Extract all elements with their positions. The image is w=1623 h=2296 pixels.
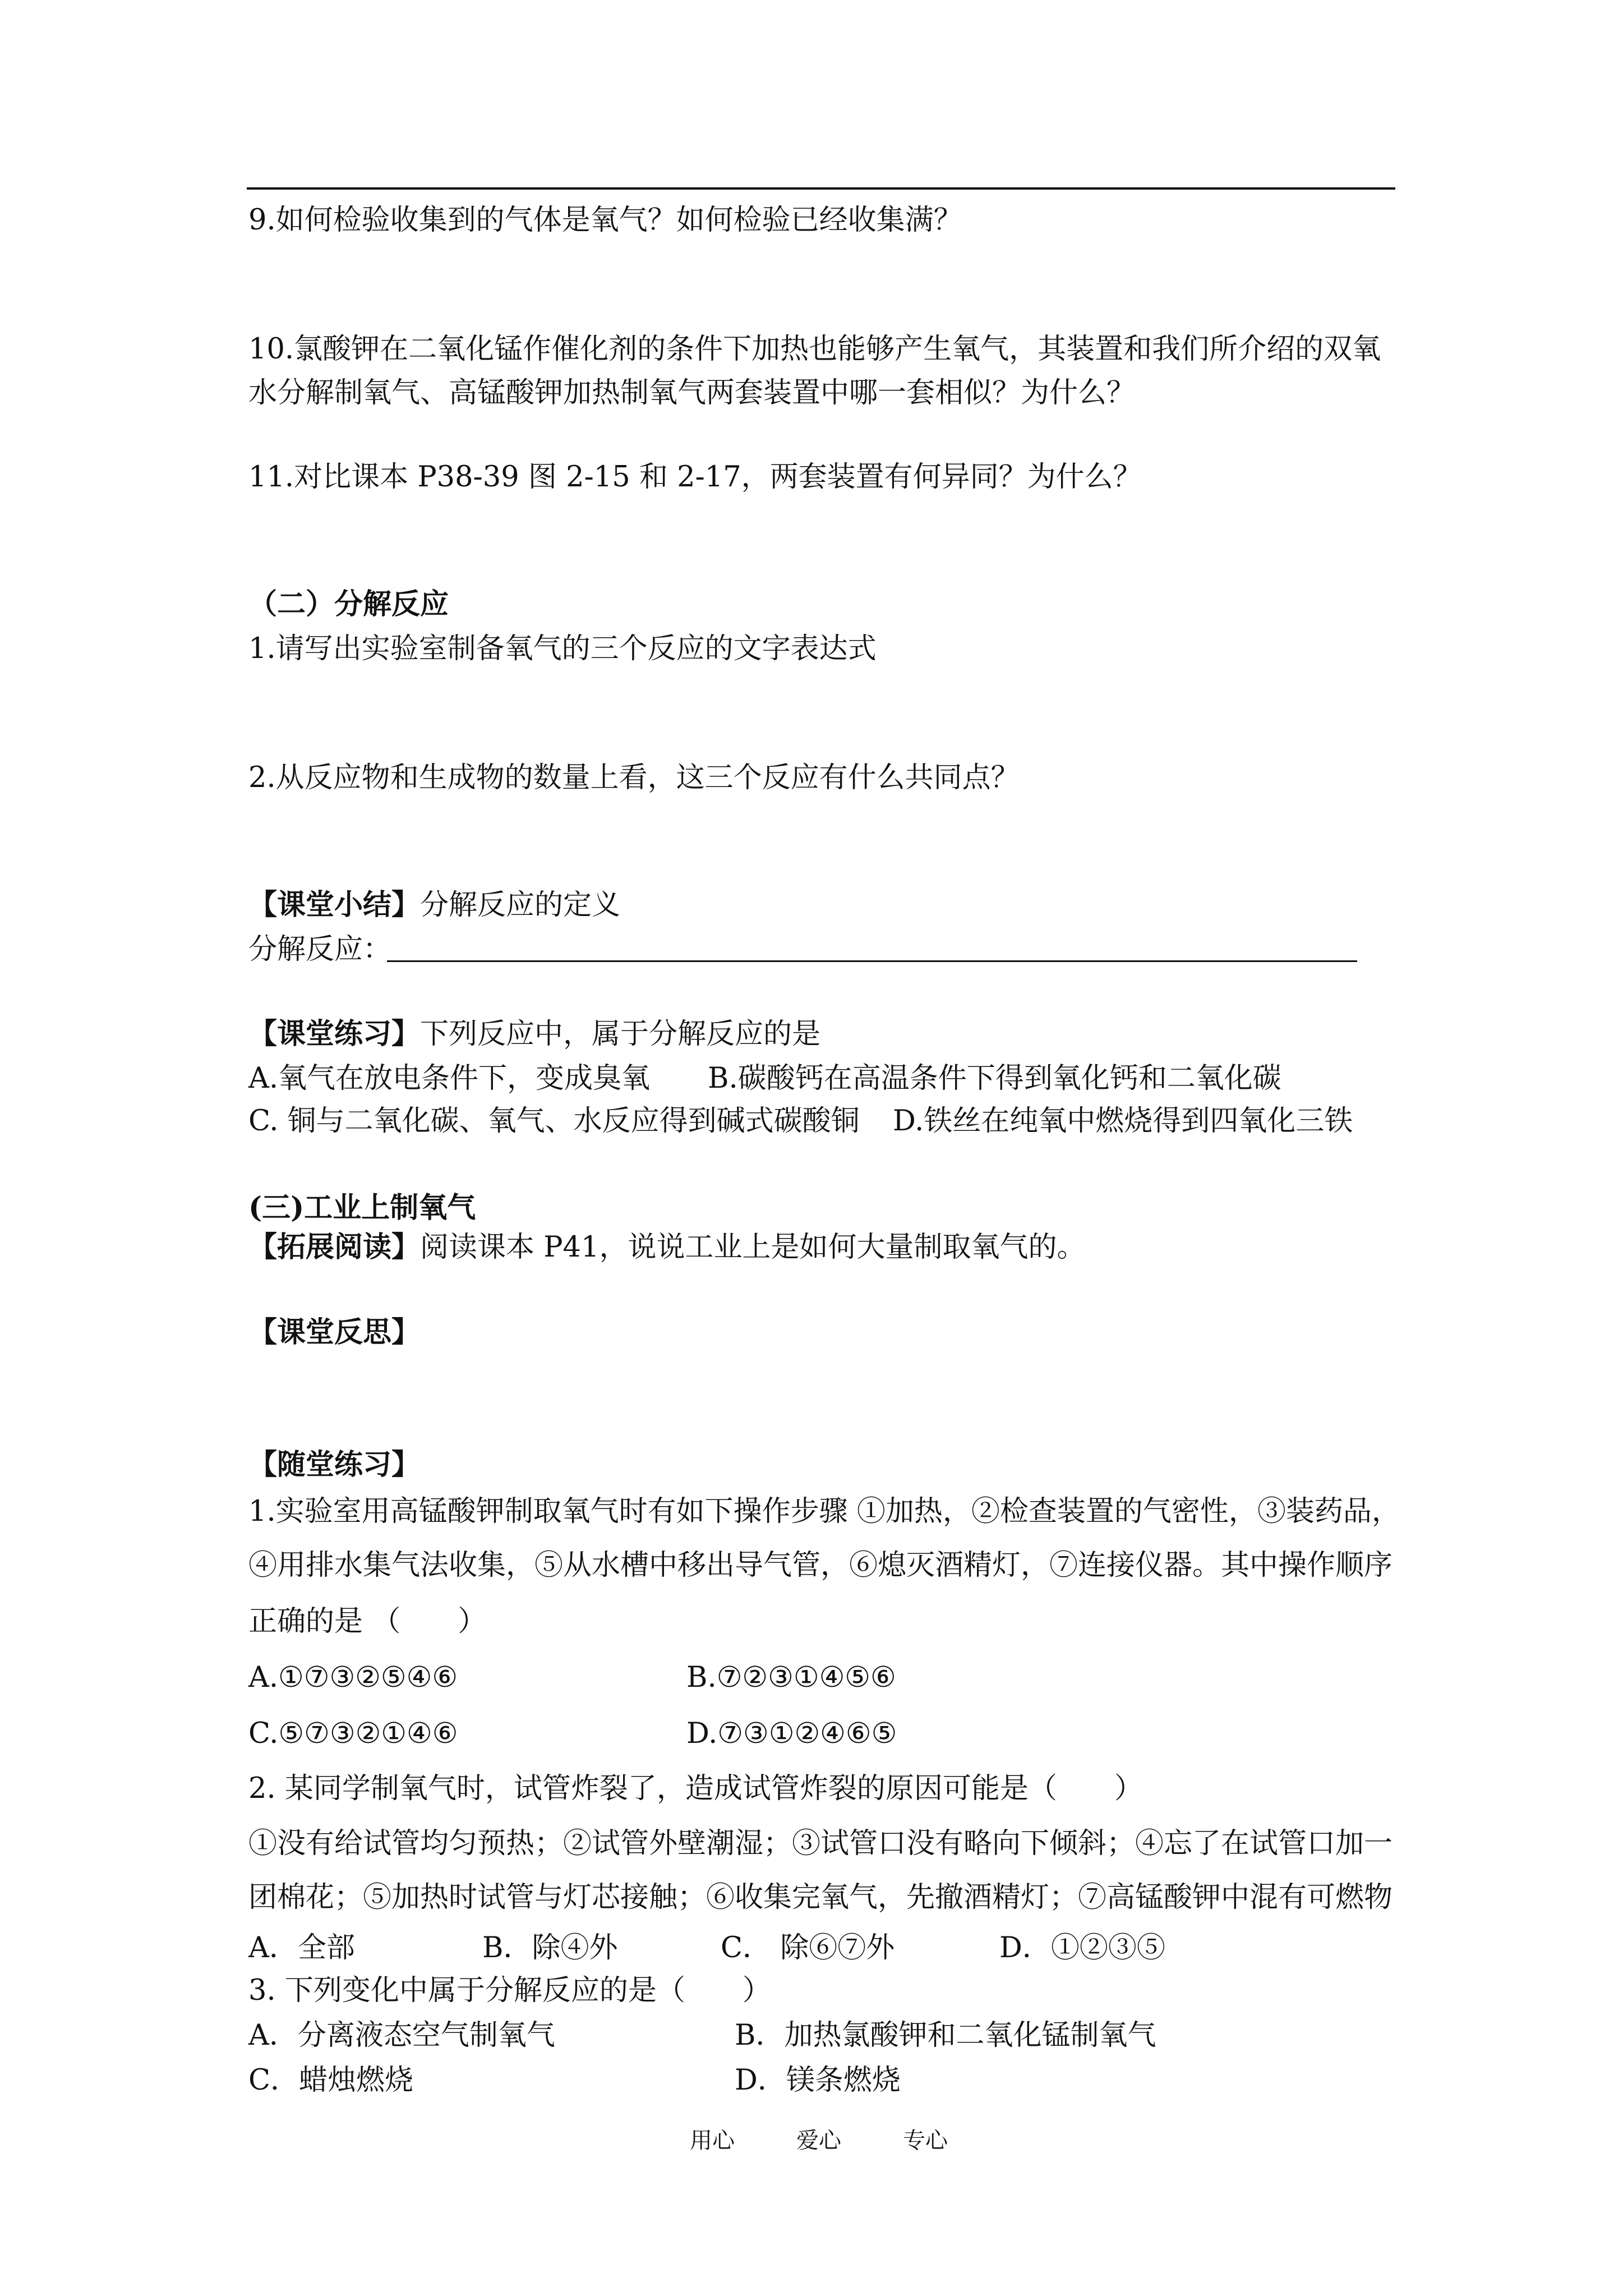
section-2-title: （二）分解反应 [248,587,449,621]
definition-blank-line [387,960,1357,962]
footer-word: 爱心 [796,2128,841,2154]
exercise-1-option-d: D.⑦③①②④⑥⑤ [686,1717,897,1750]
summary-text: 分解反应的定义 [420,889,621,922]
exercise-1-line-2: ④用排水集气法收集，⑤从水槽中移出导气管，⑥熄灭酒精灯，⑦连接仪器。其中操作顺序 [248,1549,1393,1582]
reading-line [248,1228,1085,1266]
summary-line [248,886,620,924]
exercise-1-line-1: 1.实验室用高锰酸钾制取氧气时有如下操作步骤 ①加热，②检查装置的气密性，③装药品， [248,1495,1400,1528]
reading-tag: 【拓展阅读】 [248,1230,421,1264]
footer-word: 用心 [690,2128,735,2154]
exercise-2-line-2: ①没有给试管均匀预热；②试管外壁潮湿；③试管口没有略向下倾斜；④忘了在试管口加一 [248,1827,1393,1860]
practice-line [248,1015,820,1053]
practice-option-a: A.氧气在放电条件下，变成臭氧 [248,1062,651,1095]
summary-tag: 【课堂小结】 [248,888,421,922]
exercise-2-option-d: D．①②③⑤ [999,1931,1165,1964]
exercise-1-option-a: A.①⑦③②⑤④⑥ [248,1661,458,1694]
reflection-tag: 【课堂反思】 [248,1315,421,1349]
exercise-tag: 【随堂练习】 [248,1448,421,1481]
practice-option-c: C. 铜与二氧化碳、氧气、水反应得到碱式碳酸铜 [248,1105,860,1138]
exercise-1-option-b: B.⑦②③①④⑤⑥ [686,1661,896,1694]
exercise-2-line-1: 2. 某同学制氧气时，试管炸裂了，造成试管炸裂的原因可能是（ ） [248,1772,1143,1805]
exercise-2-line-3: 团棉花；⑤加热时试管与灯芯接触；⑥收集完氧气，先撤酒精灯；⑦高锰酸钾中混有可燃物 [248,1881,1393,1914]
section-2-question-2: 2.从反应物和生成物的数量上看，这三个反应有什么共同点？ [248,761,1020,794]
section-3-title: (三)工业上制氧气 [248,1191,476,1225]
exercise-2-option-a: A．全部 [248,1931,355,1964]
exercise-3-option-b: B．加热氯酸钾和二氧化锰制氧气 [735,2019,1156,2052]
practice-text: 下列反应中，属于分解反应的是 [420,1018,821,1051]
section-2-question-1: 1.请写出实验室制备氧气的三个反应的文字表达式 [248,632,877,665]
exercise-2-option-c: C． 除⑥⑦外 [721,1931,895,1964]
question-9: 9.如何检验收集到的气体是氧气？如何检验已经收集满？ [248,204,962,237]
exercise-3-option-d: D．镁条燃烧 [735,2064,901,2097]
practice-tag: 【课堂练习】 [248,1017,421,1051]
header-rule [247,187,1395,190]
exercise-3-option-c: C．蜡烛燃烧 [248,2064,414,2097]
exercise-1-option-c: C.⑤⑦③②①④⑥ [248,1717,458,1750]
summary-definition-label: 分解反应： [248,933,392,966]
practice-option-b: B.碳酸钙在高温条件下得到氧化钙和二氧化碳 [708,1062,1281,1095]
reading-text: 阅读课本 P41，说说工业上是如何大量制取氧气的。 [420,1231,1086,1264]
page-footer [690,2125,948,2156]
question-11: 11.对比课本 P38-39 图 2-15 和 2-17，两套装置有何异同？为什么？ [248,461,1142,494]
exercise-3-line-1: 3. 下列变化中属于分解反应的是（ ） [248,1974,771,2007]
footer-word: 专心 [903,2128,948,2154]
practice-option-d: D.铁丝在纯氧中燃烧得到四氧化三铁 [893,1105,1353,1138]
question-10-line-2: 水分解制氧气、高锰酸钾加热制氧气两套装置中哪一套相似？为什么？ [248,376,1136,409]
exercise-3-option-a: A．分离液态空气制氧气 [248,2019,555,2052]
exercise-1-line-3: 正确的是 （ ） [248,1605,487,1638]
question-10-line-1: 10.氯酸钾在二氧化锰作催化剂的条件下加热也能够产生氧气，其装置和我们所介绍的双氧 [248,333,1381,366]
exercise-2-option-b: B．除④外 [482,1931,618,1964]
